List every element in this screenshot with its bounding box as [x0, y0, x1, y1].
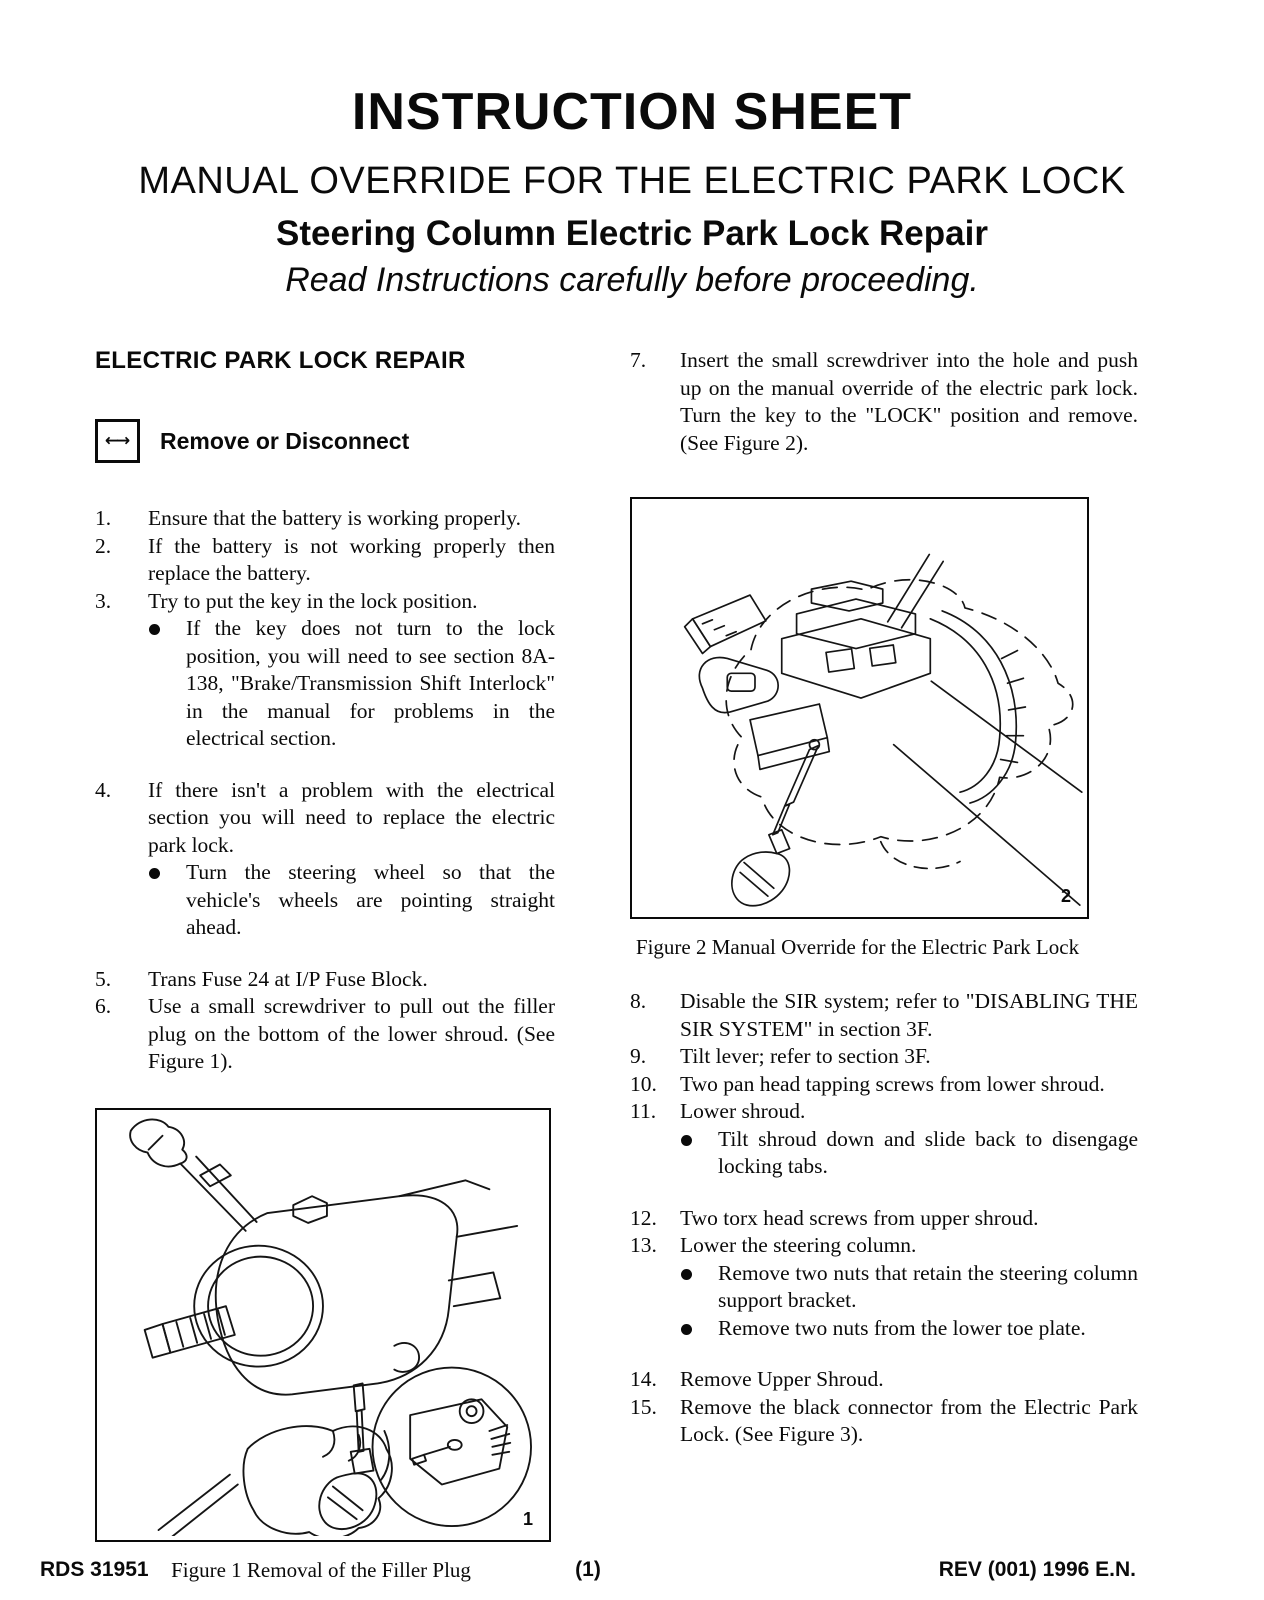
- figure-1-box: [95, 1108, 551, 1542]
- step-number: 4.: [95, 777, 112, 802]
- bullet-text: Tilt shroud down and slide back to disengage locking tabs.: [718, 1126, 1138, 1179]
- list-item: [630, 1205, 1138, 1233]
- footer-page-number: (1): [575, 1558, 601, 1581]
- list-item: [95, 505, 555, 533]
- list-sub-item: [630, 1126, 1138, 1181]
- bullet-icon: [680, 1260, 718, 1315]
- footer-revision: REV (001) 1996 E.N.: [938, 1558, 1136, 1581]
- remove-disconnect-arrows-icon: ←→: [95, 419, 140, 463]
- figure-2-box: [630, 497, 1089, 919]
- figure-1-caption: Figure 1 Removal of the Filler Plug: [171, 1557, 471, 1582]
- step-number: 9.: [630, 1044, 647, 1069]
- list-item: [630, 1071, 1138, 1099]
- step-text: Two torx head screws from upper shroud.: [680, 1205, 1039, 1230]
- step-text: If the battery is not working properly then replace the battery.: [148, 533, 555, 585]
- page-subtitle: MANUAL OVERRIDE FOR THE ELECTRIC PARK LOCK: [138, 160, 1126, 202]
- right-steps-top: [630, 347, 1138, 457]
- list-sub-item: [630, 1315, 1138, 1343]
- bullet-icon: [680, 1315, 718, 1343]
- step-number: 13.: [630, 1233, 657, 1258]
- remove-or-disconnect-row: [95, 419, 555, 463]
- list-item: [95, 993, 555, 1076]
- step-number: 11.: [630, 1099, 657, 1124]
- step-number: 5.: [95, 966, 112, 991]
- step-text: Remove the black connector from the Electric Park Lock. (See Figure 3).: [680, 1394, 1138, 1447]
- step-number: 6.: [95, 994, 112, 1018]
- figure-2-number: 2: [1060, 886, 1071, 906]
- list-item: [630, 1043, 1138, 1071]
- list-item: [630, 988, 1138, 1043]
- list-item: [630, 1394, 1138, 1449]
- step-text: Insert the small screwdriver into the hole and push up on the manual override of the electric park lock. Turn the key to the "LOCK" position and remove. (See Figure 2).: [680, 348, 1138, 455]
- bullet-text: Remove two nuts from the lower toe plate.: [718, 1315, 1086, 1340]
- step-number: 12.: [630, 1205, 657, 1230]
- footer-doc-number: RDS 31951: [40, 1558, 149, 1581]
- header: [0, 0, 1264, 297]
- step-text: Remove Upper Shroud.: [680, 1367, 884, 1392]
- step-number: 14.: [630, 1367, 657, 1392]
- list-item: [95, 588, 555, 616]
- page-footer: [0, 1558, 1264, 1582]
- section-heading: ELECTRIC PARK LOCK REPAIR: [95, 347, 466, 374]
- list-sub-item: [95, 859, 555, 942]
- figure-2-caption: Figure 2 Manual Override for the Electric Park Lock: [635, 935, 1080, 959]
- remove-or-disconnect-label: Remove or Disconnect: [160, 427, 410, 454]
- figure-2-illustration: [632, 499, 1083, 913]
- step-number: 2.: [95, 533, 112, 558]
- list-item: [630, 1366, 1138, 1394]
- step-text: Ensure that the battery is working properly.: [148, 506, 521, 530]
- step-number: 15.: [630, 1394, 657, 1419]
- list-item: [95, 777, 555, 860]
- list-sub-item: [630, 1260, 1138, 1315]
- bullet-text: Remove two nuts that retain the steering column support bracket.: [718, 1260, 1138, 1313]
- figure-1-number: 1: [522, 1508, 533, 1529]
- step-text: Lower shroud.: [680, 1099, 806, 1124]
- step-number: 7.: [630, 348, 647, 372]
- list-item: [630, 347, 1138, 457]
- step-text: Two pan head tapping screws from lower shroud.: [680, 1071, 1105, 1096]
- figure-1-illustration: [97, 1110, 545, 1536]
- bullet-icon: [148, 859, 186, 942]
- list-item: [95, 966, 555, 994]
- step-number: 8.: [630, 989, 647, 1014]
- left-steps-list: [95, 505, 555, 1076]
- step-number: 1.: [95, 506, 112, 530]
- page-subheading: Steering Column Electric Park Lock Repair: [276, 214, 988, 253]
- two-column-body: [0, 343, 1264, 1583]
- step-text: Disable the SIR system; refer to "DISABLING THE SIR SYSTEM" in section 3F.: [680, 989, 1138, 1041]
- step-text: Lower the steering column.: [680, 1233, 917, 1258]
- left-column: [95, 343, 555, 1583]
- list-sub-item: [95, 615, 555, 753]
- list-item: [95, 533, 555, 588]
- step-number: 3.: [95, 588, 112, 613]
- page-title: INSTRUCTION SHEET: [351, 83, 913, 141]
- right-steps-bottom: [630, 988, 1138, 1449]
- step-text: Trans Fuse 24 at I/P Fuse Block.: [148, 966, 428, 991]
- step-text: Tilt lever; refer to section 3F.: [680, 1044, 931, 1069]
- bullet-icon: [680, 1126, 718, 1181]
- step-text: Try to put the key in the lock position.: [148, 588, 478, 613]
- right-column: [630, 343, 1138, 1583]
- bullet-text: Turn the steering wheel so that the vehicle's wheels are pointing straight ahead.: [186, 860, 555, 939]
- step-text: If there isn't a problem with the electrical section you will need to replace the electric park lock.: [148, 777, 555, 857]
- read-instructions-note: Read Instructions carefully before proceeding.: [285, 261, 979, 299]
- step-number: 10.: [630, 1071, 657, 1096]
- list-item: [630, 1098, 1138, 1126]
- bullet-icon: [148, 615, 186, 753]
- step-text: Use a small screwdriver to pull out the filler plug on the bottom of the lower shroud. (See Figure 1).: [148, 994, 555, 1073]
- list-item: [630, 1232, 1138, 1260]
- bullet-text: If the key does not turn to the lock position, you will need to see section 8A-138, "Brake/Transmission Shift Interlock" in the manual for problems in the electrical section.: [186, 616, 555, 750]
